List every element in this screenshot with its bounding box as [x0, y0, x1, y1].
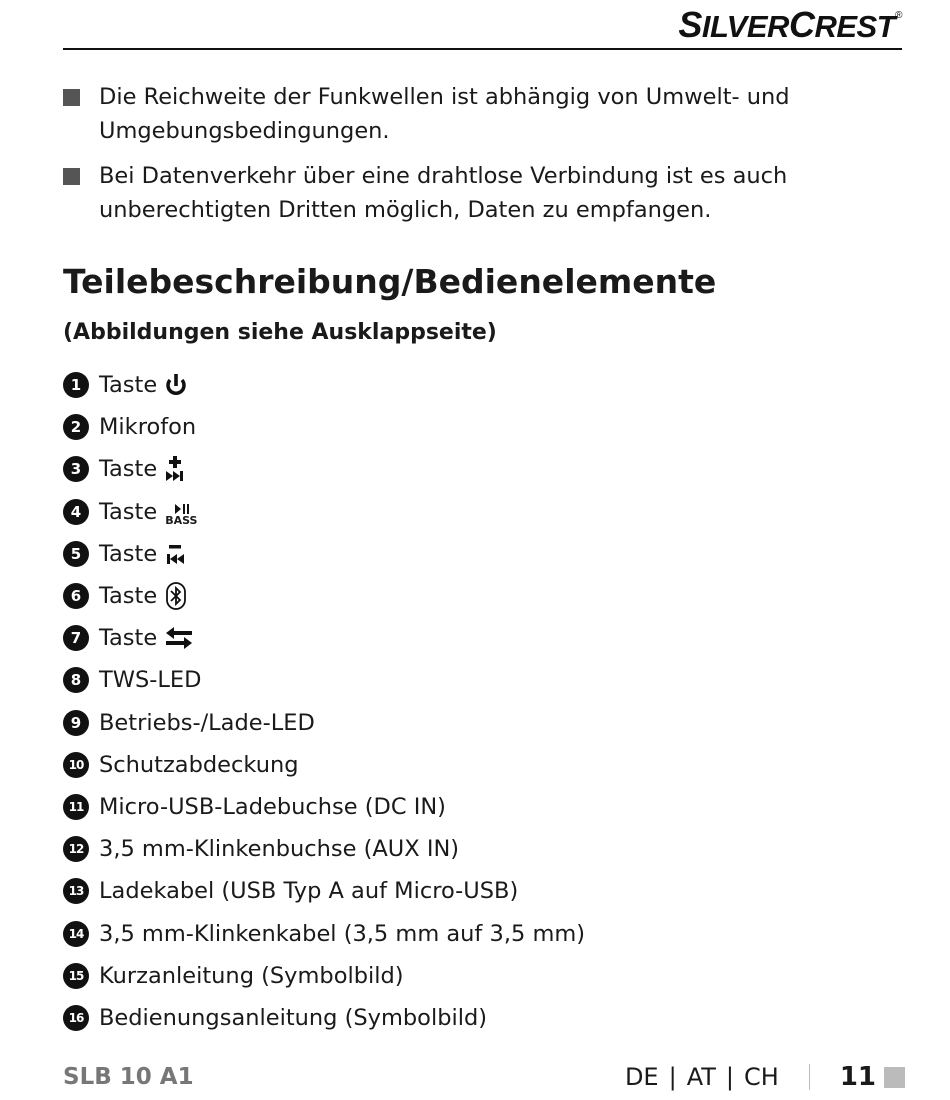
list-item [63, 491, 585, 533]
list-item [63, 406, 585, 448]
swap-arrows-icon [165, 626, 193, 650]
item-label: 3,5 mm-Klinkenbuchse (AUX IN) [99, 836, 460, 863]
item-label: TWS-LED [99, 667, 202, 694]
country-de: DE [624, 1063, 659, 1091]
item-label: Taste [99, 540, 158, 567]
page-marker-square-icon [884, 1067, 905, 1088]
item-number: 9 [63, 710, 89, 736]
minus-previous-icon [165, 542, 187, 566]
item-number: 10 [63, 752, 89, 778]
power-icon [165, 373, 187, 397]
item-label: Taste [99, 625, 158, 652]
item-label: Taste [99, 498, 158, 525]
item-label: Taste [99, 372, 158, 399]
footer-right [625, 1062, 905, 1092]
list-item [63, 997, 585, 1039]
bullet-square-icon [63, 168, 80, 185]
item-label: Micro-USB-Ladebuchse (DC IN) [99, 793, 446, 820]
item-label: 3,5 mm-Klinkenkabel (3,5 mm auf 3,5 mm) [99, 920, 586, 947]
model-number: SLB 10 A1 [63, 1064, 194, 1090]
play-pause-bass-icon [165, 503, 197, 526]
header-rule [63, 48, 902, 50]
item-label: Taste [99, 456, 158, 483]
list-item [63, 448, 585, 490]
list-item [63, 364, 585, 406]
list-item [63, 617, 585, 659]
item-number: 1 [63, 372, 89, 398]
item-label: Taste [99, 583, 158, 610]
bullet-square-icon [63, 89, 80, 106]
country-ch: CH [744, 1063, 779, 1091]
section-title: Teilebeschreibung/Bedienelemente [63, 262, 717, 301]
item-number: 13 [63, 878, 89, 904]
bullet-item [63, 80, 903, 148]
bullet-text: Die Reichweite der Funkwellen ist abhängig von Umwelt- und Umgebungsbedingungen. [99, 84, 790, 144]
list-item [63, 912, 585, 954]
list-item [63, 575, 585, 617]
item-number: 2 [63, 414, 89, 440]
list-item [63, 744, 585, 786]
country-at: AT [686, 1063, 716, 1091]
item-number: 14 [63, 921, 89, 947]
separator: | [725, 1063, 734, 1091]
item-number: 12 [63, 836, 89, 862]
bullet-item [63, 159, 903, 227]
list-item [63, 786, 585, 828]
divider [809, 1064, 810, 1090]
list-item [63, 533, 585, 575]
silvercrest-logo: SILVERCREST® [678, 4, 902, 45]
section-subtitle: (Abbildungen siehe Ausklappseite) [63, 320, 497, 345]
bluetooth-icon [165, 582, 187, 610]
list-item [63, 659, 585, 701]
item-label: Mikrofon [99, 414, 197, 441]
item-label: Ladekabel (USB Typ A auf Micro-USB) [99, 878, 519, 905]
parts-list [63, 364, 585, 1039]
page-number: 11 [839, 1062, 876, 1092]
item-label: Kurzanleitung (Symbolbild) [99, 962, 404, 989]
item-number: 4 [63, 499, 89, 525]
list-item [63, 828, 585, 870]
item-number: 15 [63, 963, 89, 989]
item-number: 16 [63, 1005, 89, 1031]
separator: | [668, 1063, 677, 1091]
item-label: Schutzabdeckung [99, 751, 299, 778]
plus-next-icon [165, 455, 187, 483]
list-item [63, 870, 585, 912]
item-label: Bedienungsanleitung (Symbolbild) [99, 1004, 488, 1031]
item-number: 5 [63, 541, 89, 567]
item-number: 3 [63, 456, 89, 482]
item-number: 7 [63, 625, 89, 651]
item-number: 11 [63, 794, 89, 820]
bass-label: BASS [165, 514, 198, 528]
item-number: 8 [63, 667, 89, 693]
bullet-text: Bei Datenverkehr über eine drahtlose Verbindung ist es auch unberechtigten Dritten möglich, Daten zu empfangen. [99, 163, 788, 223]
item-number: 6 [63, 583, 89, 609]
list-item [63, 702, 585, 744]
list-item [63, 955, 585, 997]
item-label: Betriebs-/Lade-LED [99, 709, 315, 736]
